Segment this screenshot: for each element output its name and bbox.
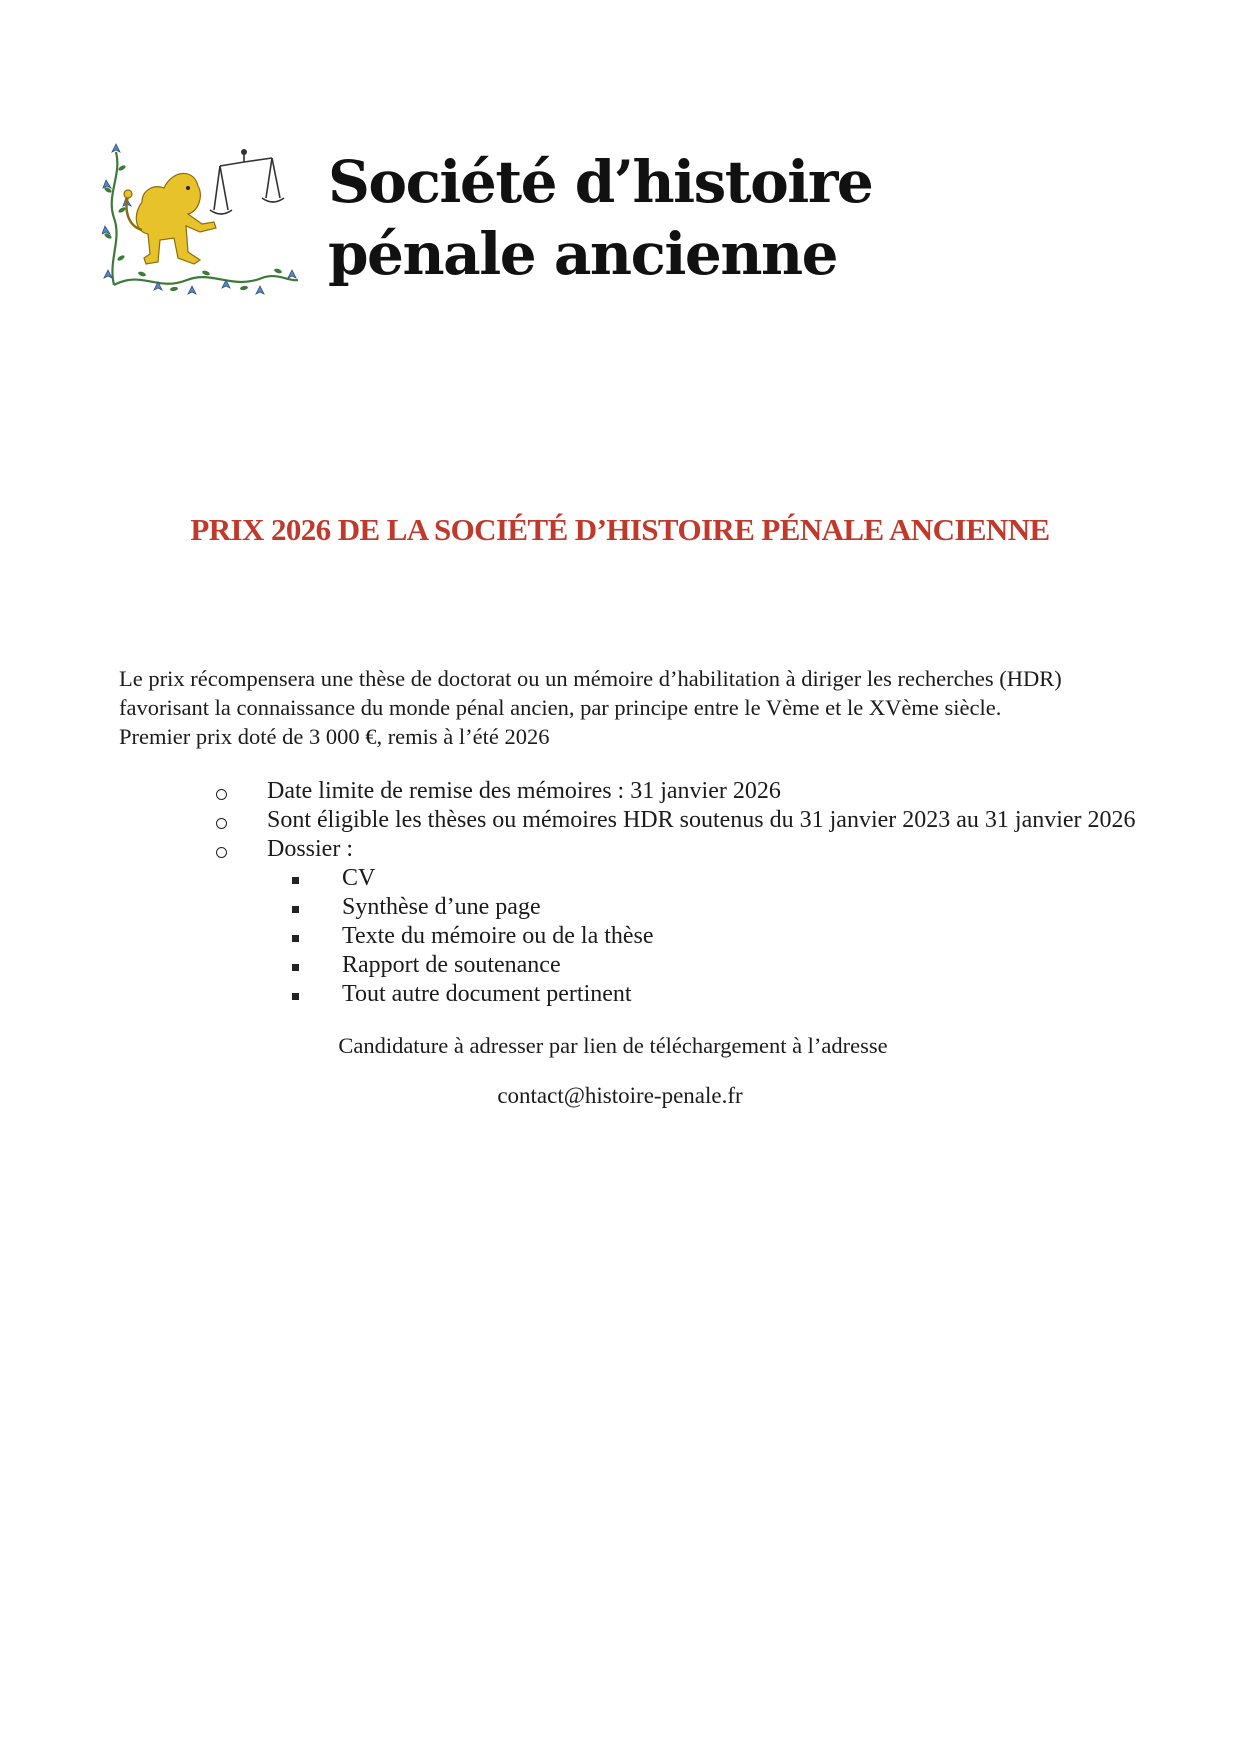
dossier-sublist xyxy=(0,864,869,1009)
list-item xyxy=(0,806,1136,835)
square-bullet-icon xyxy=(292,906,299,913)
sublist-item-text: Texte du mémoire ou de la thèse xyxy=(342,923,654,949)
list-item xyxy=(0,777,869,806)
sublist-item-text: Tout autre document pertinent xyxy=(342,981,632,1007)
sublist-item xyxy=(0,864,869,893)
intro-line: Le prix récompensera une thèse de doctorat ou un mémoire d’habilitation à diriger les recherches (HDR) xyxy=(119,666,1062,691)
square-bullet-icon xyxy=(292,935,299,942)
conditions-list xyxy=(0,777,1136,1009)
square-bullet-icon xyxy=(292,877,299,884)
list-item-text: Sont éligible les thèses ou mémoires HDR soutenus du 31 janvier 2023 au 31 janvier 2026 xyxy=(267,807,1136,833)
contact-line xyxy=(0,1083,1240,1109)
list-item-text: Dossier : xyxy=(267,836,353,862)
sublist-item xyxy=(0,951,869,980)
sublist-item-text: Synthèse d’une page xyxy=(342,894,541,920)
intro-line: Premier prix doté de 3 000 €, remis à l’été 2026 xyxy=(119,724,550,749)
list-item-text: Date limite de remise des mémoires : 31 janvier 2026 xyxy=(267,778,781,804)
intro-line: favorisant la connaissance du monde pénal ancien, par principe entre le Vème et le XVème siècle. xyxy=(119,695,1002,720)
lion-holding-scales-emblem-icon xyxy=(102,140,302,300)
sublist-item xyxy=(0,893,869,922)
society-name xyxy=(328,146,872,290)
list-item xyxy=(0,835,869,864)
prize-title: PRIX 2026 DE LA SOCIÉTÉ D’HISTOIRE PÉNALE ANCIENNE xyxy=(190,512,1050,547)
circle-bullet-icon xyxy=(216,789,227,800)
circle-bullet-icon xyxy=(216,818,227,829)
contact-email[interactable]: contact@histoire-penale.fr xyxy=(497,1083,743,1108)
society-name-line1: Société d’histoire xyxy=(328,148,873,216)
society-name-line2: pénale ancienne xyxy=(328,220,838,288)
square-bullet-icon xyxy=(292,964,299,971)
square-bullet-icon xyxy=(292,993,299,1000)
sublist-item xyxy=(0,922,869,951)
sublist-item xyxy=(0,980,869,1009)
circle-bullet-icon xyxy=(216,847,227,858)
sublist-item-text: CV xyxy=(342,865,376,891)
application-text: Candidature à adresser par lien de téléchargement à l’adresse xyxy=(338,1033,888,1058)
application-instructions xyxy=(0,1031,1240,1061)
sublist-item-text: Rapport de soutenance xyxy=(342,952,561,978)
intro-paragraph xyxy=(119,664,1062,751)
